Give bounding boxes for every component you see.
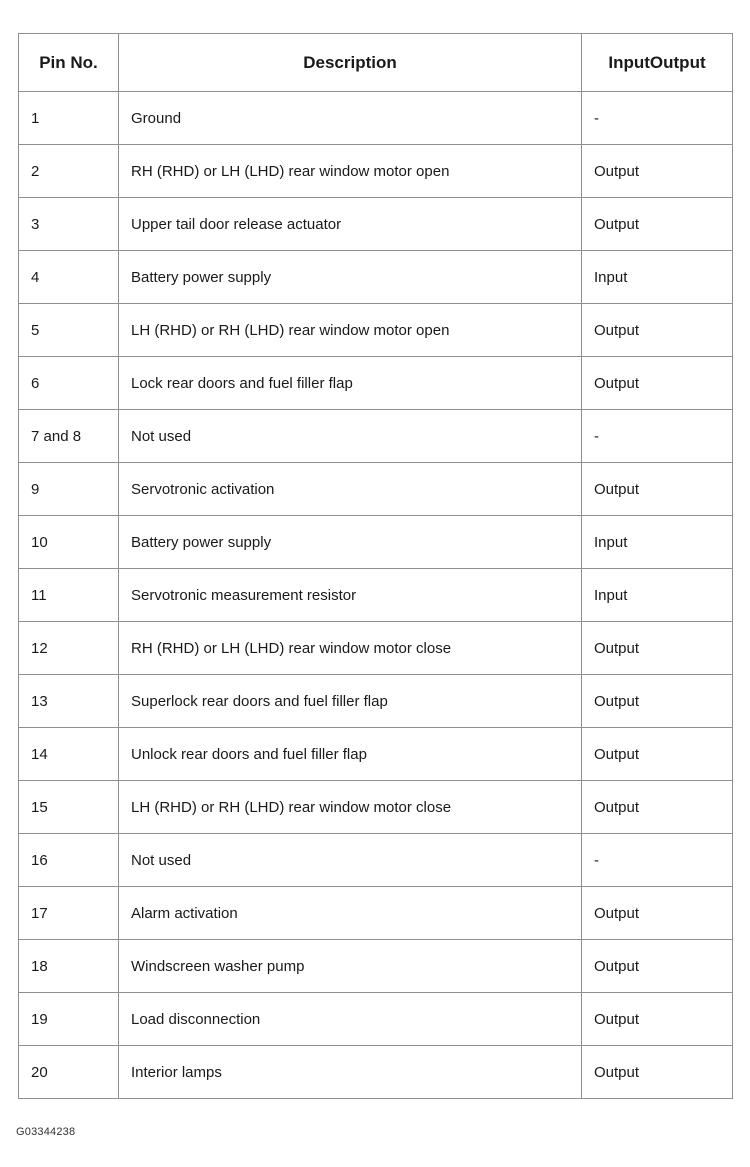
table-row	[19, 145, 733, 198]
cell-input-output: -	[582, 92, 733, 145]
cell-input-output: -	[582, 834, 733, 887]
figure-code: G03344238	[16, 1126, 76, 1138]
cell-pin-no: 1	[19, 92, 119, 145]
cell-pin-no: 11	[19, 569, 119, 622]
cell-pin-no: 12	[19, 622, 119, 675]
cell-input-output: Output	[582, 728, 733, 781]
cell-description: Windscreen washer pump	[119, 940, 582, 993]
table-row	[19, 887, 733, 940]
cell-input-output: Output	[582, 463, 733, 516]
cell-description: LH (RHD) or RH (LHD) rear window motor close	[119, 781, 582, 834]
cell-input-output: Output	[582, 145, 733, 198]
cell-description: Battery power supply	[119, 251, 582, 304]
cell-input-output: Input	[582, 516, 733, 569]
cell-description: Interior lamps	[119, 1046, 582, 1099]
cell-description: Superlock rear doors and fuel filler flap	[119, 675, 582, 728]
cell-input-output: Output	[582, 781, 733, 834]
table-header-row	[19, 34, 733, 92]
cell-input-output: Output	[582, 198, 733, 251]
cell-description: Not used	[119, 410, 582, 463]
table-row	[19, 728, 733, 781]
table-row	[19, 834, 733, 887]
pin-table-container	[18, 33, 732, 1099]
table-row	[19, 92, 733, 145]
cell-description: LH (RHD) or RH (LHD) rear window motor open	[119, 304, 582, 357]
cell-pin-no: 20	[19, 1046, 119, 1099]
cell-description: Lock rear doors and fuel filler flap	[119, 357, 582, 410]
cell-pin-no: 7 and 8	[19, 410, 119, 463]
column-header-description: Description	[119, 34, 582, 92]
cell-input-output: Output	[582, 993, 733, 1046]
cell-pin-no: 3	[19, 198, 119, 251]
cell-pin-no: 15	[19, 781, 119, 834]
cell-description: RH (RHD) or LH (LHD) rear window motor open	[119, 145, 582, 198]
table-row	[19, 463, 733, 516]
cell-pin-no: 10	[19, 516, 119, 569]
cell-pin-no: 16	[19, 834, 119, 887]
table-row	[19, 410, 733, 463]
table-header	[19, 34, 733, 92]
cell-input-output: Output	[582, 622, 733, 675]
cell-input-output: Input	[582, 251, 733, 304]
pin-assignment-table	[18, 33, 733, 1099]
table-row	[19, 357, 733, 410]
cell-pin-no: 4	[19, 251, 119, 304]
cell-pin-no: 14	[19, 728, 119, 781]
table-row	[19, 781, 733, 834]
cell-description: Unlock rear doors and fuel filler flap	[119, 728, 582, 781]
table-row	[19, 304, 733, 357]
cell-input-output: Output	[582, 304, 733, 357]
cell-description: Servotronic activation	[119, 463, 582, 516]
table-row	[19, 1046, 733, 1099]
cell-description: Battery power supply	[119, 516, 582, 569]
cell-input-output: Output	[582, 1046, 733, 1099]
column-header-input-output: InputOutput	[582, 34, 733, 92]
column-header-pin-no: Pin No.	[19, 34, 119, 92]
cell-input-output: Output	[582, 940, 733, 993]
table-row	[19, 622, 733, 675]
cell-input-output: Input	[582, 569, 733, 622]
cell-pin-no: 9	[19, 463, 119, 516]
cell-pin-no: 5	[19, 304, 119, 357]
cell-pin-no: 17	[19, 887, 119, 940]
cell-pin-no: 19	[19, 993, 119, 1046]
table-row	[19, 569, 733, 622]
cell-description: RH (RHD) or LH (LHD) rear window motor close	[119, 622, 582, 675]
table-row	[19, 251, 733, 304]
cell-input-output: Output	[582, 887, 733, 940]
cell-description: Alarm activation	[119, 887, 582, 940]
cell-pin-no: 18	[19, 940, 119, 993]
table-row	[19, 675, 733, 728]
table-row	[19, 940, 733, 993]
table-row	[19, 198, 733, 251]
table-row	[19, 516, 733, 569]
cell-description: Load disconnection	[119, 993, 582, 1046]
cell-description: Servotronic measurement resistor	[119, 569, 582, 622]
cell-description: Ground	[119, 92, 582, 145]
cell-input-output: Output	[582, 675, 733, 728]
cell-input-output: Output	[582, 357, 733, 410]
cell-pin-no: 6	[19, 357, 119, 410]
cell-description: Upper tail door release actuator	[119, 198, 582, 251]
cell-pin-no: 2	[19, 145, 119, 198]
cell-pin-no: 13	[19, 675, 119, 728]
cell-description: Not used	[119, 834, 582, 887]
cell-input-output: -	[582, 410, 733, 463]
table-body	[19, 92, 733, 1099]
table-row	[19, 993, 733, 1046]
